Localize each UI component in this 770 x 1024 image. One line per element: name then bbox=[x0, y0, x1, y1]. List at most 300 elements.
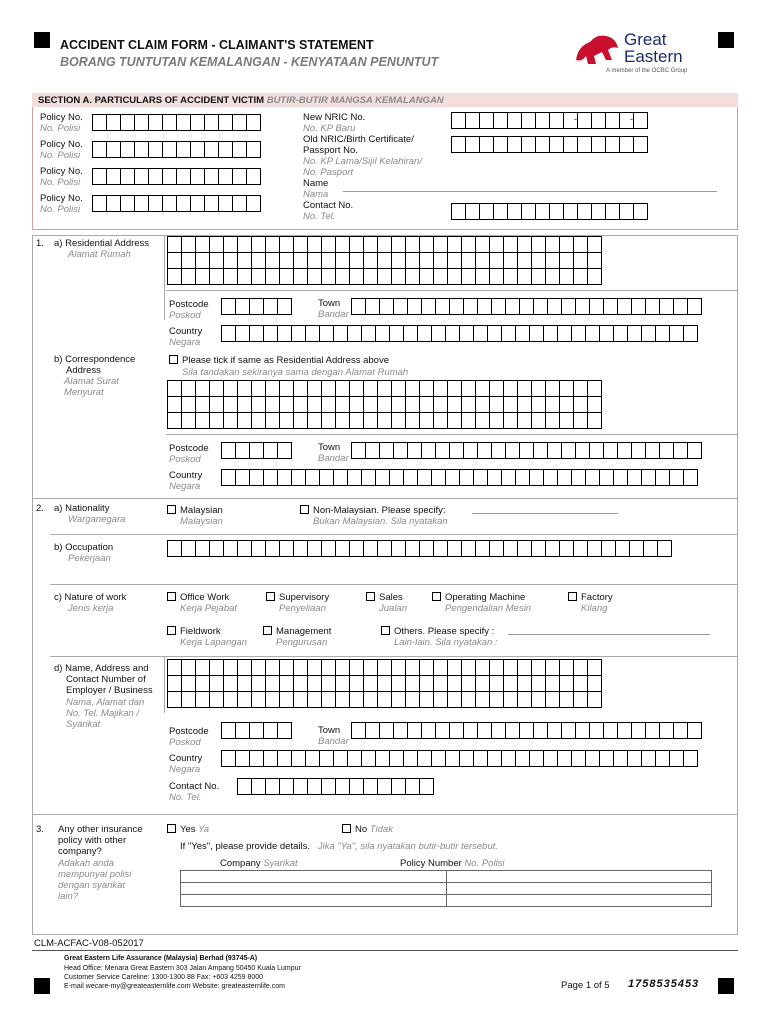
work-option-2[interactable] bbox=[266, 592, 329, 614]
char-box[interactable] bbox=[251, 268, 266, 285]
char-box[interactable] bbox=[501, 325, 516, 342]
char-box[interactable] bbox=[176, 195, 191, 212]
contact-number-field[interactable] bbox=[451, 203, 647, 220]
char-box[interactable] bbox=[162, 195, 177, 212]
char-box[interactable] bbox=[251, 380, 266, 397]
char-box[interactable] bbox=[405, 396, 420, 413]
char-box[interactable] bbox=[293, 691, 308, 708]
char-box[interactable] bbox=[517, 659, 532, 676]
char-box[interactable] bbox=[431, 325, 446, 342]
checkbox[interactable] bbox=[263, 626, 272, 635]
char-box[interactable] bbox=[461, 675, 476, 692]
char-box[interactable] bbox=[559, 396, 574, 413]
town-field[interactable] bbox=[351, 442, 701, 459]
char-box[interactable] bbox=[335, 396, 350, 413]
char-box[interactable] bbox=[521, 136, 536, 153]
char-box[interactable] bbox=[349, 252, 364, 269]
char-box[interactable] bbox=[237, 412, 252, 429]
char-box[interactable] bbox=[221, 442, 236, 459]
char-box[interactable] bbox=[573, 412, 588, 429]
char-box[interactable] bbox=[263, 469, 278, 486]
char-box[interactable] bbox=[487, 750, 502, 767]
char-box[interactable] bbox=[223, 268, 238, 285]
char-box[interactable] bbox=[491, 298, 506, 315]
town-field[interactable] bbox=[351, 298, 701, 315]
char-box[interactable] bbox=[573, 540, 588, 557]
char-box[interactable] bbox=[291, 325, 306, 342]
char-box[interactable] bbox=[249, 442, 264, 459]
char-box[interactable] bbox=[543, 750, 558, 767]
char-box[interactable] bbox=[335, 675, 350, 692]
char-box[interactable] bbox=[599, 325, 614, 342]
char-box[interactable] bbox=[379, 722, 394, 739]
char-box[interactable] bbox=[349, 236, 364, 253]
char-box[interactable] bbox=[293, 268, 308, 285]
char-box[interactable] bbox=[167, 268, 182, 285]
char-box[interactable] bbox=[293, 236, 308, 253]
char-box[interactable] bbox=[134, 168, 149, 185]
name-field[interactable] bbox=[343, 191, 717, 192]
char-box[interactable] bbox=[391, 691, 406, 708]
char-box[interactable] bbox=[403, 325, 418, 342]
char-box[interactable] bbox=[232, 141, 247, 158]
char-box[interactable] bbox=[433, 691, 448, 708]
checkbox[interactable] bbox=[568, 592, 577, 601]
char-box[interactable] bbox=[293, 396, 308, 413]
char-box[interactable] bbox=[279, 412, 294, 429]
char-box[interactable] bbox=[545, 236, 560, 253]
char-box[interactable] bbox=[249, 469, 264, 486]
char-box[interactable] bbox=[529, 325, 544, 342]
company-cell[interactable] bbox=[181, 871, 447, 883]
address-line[interactable] bbox=[167, 396, 601, 413]
char-box[interactable] bbox=[363, 236, 378, 253]
char-box[interactable] bbox=[321, 268, 336, 285]
char-box[interactable] bbox=[235, 298, 250, 315]
char-box[interactable] bbox=[235, 750, 250, 767]
char-box[interactable] bbox=[321, 412, 336, 429]
char-box[interactable] bbox=[291, 469, 306, 486]
char-box[interactable] bbox=[277, 325, 292, 342]
char-box[interactable] bbox=[195, 540, 210, 557]
char-box[interactable] bbox=[293, 412, 308, 429]
char-box[interactable] bbox=[559, 380, 574, 397]
char-box[interactable] bbox=[547, 298, 562, 315]
char-box[interactable] bbox=[417, 325, 432, 342]
char-box[interactable] bbox=[237, 268, 252, 285]
char-box[interactable] bbox=[589, 298, 604, 315]
char-box[interactable] bbox=[563, 136, 578, 153]
char-box[interactable] bbox=[321, 675, 336, 692]
char-box[interactable] bbox=[655, 325, 670, 342]
char-box[interactable] bbox=[475, 412, 490, 429]
checkbox[interactable] bbox=[167, 824, 176, 833]
char-box[interactable] bbox=[209, 675, 224, 692]
char-box[interactable] bbox=[265, 778, 280, 795]
char-box[interactable] bbox=[419, 396, 434, 413]
char-box[interactable] bbox=[447, 380, 462, 397]
char-box[interactable] bbox=[249, 325, 264, 342]
char-box[interactable] bbox=[265, 252, 280, 269]
char-box[interactable] bbox=[573, 396, 588, 413]
char-box[interactable] bbox=[521, 112, 536, 129]
char-box[interactable] bbox=[209, 659, 224, 676]
checkbox[interactable] bbox=[300, 505, 309, 514]
char-box[interactable] bbox=[351, 298, 366, 315]
checkbox[interactable] bbox=[381, 626, 390, 635]
char-box[interactable] bbox=[557, 325, 572, 342]
char-box[interactable] bbox=[465, 136, 480, 153]
char-box[interactable] bbox=[221, 298, 236, 315]
char-box[interactable] bbox=[603, 442, 618, 459]
char-box[interactable] bbox=[335, 540, 350, 557]
char-box[interactable] bbox=[431, 469, 446, 486]
char-box[interactable] bbox=[279, 540, 294, 557]
char-box[interactable] bbox=[489, 412, 504, 429]
char-box[interactable] bbox=[505, 442, 520, 459]
char-box[interactable] bbox=[447, 268, 462, 285]
work-option-3[interactable] bbox=[366, 592, 407, 614]
char-box[interactable] bbox=[181, 412, 196, 429]
char-box[interactable] bbox=[277, 469, 292, 486]
char-box[interactable] bbox=[321, 659, 336, 676]
char-box[interactable] bbox=[335, 691, 350, 708]
char-box[interactable] bbox=[419, 252, 434, 269]
checkbox[interactable] bbox=[167, 626, 176, 635]
table-row[interactable] bbox=[181, 895, 712, 907]
char-box[interactable] bbox=[419, 380, 434, 397]
char-box[interactable] bbox=[251, 252, 266, 269]
char-box[interactable] bbox=[461, 659, 476, 676]
char-box[interactable] bbox=[543, 325, 558, 342]
char-box[interactable] bbox=[459, 750, 474, 767]
char-box[interactable] bbox=[134, 114, 149, 131]
yes-checkbox[interactable] bbox=[167, 824, 209, 835]
char-box[interactable] bbox=[181, 659, 196, 676]
char-box[interactable] bbox=[218, 141, 233, 158]
char-box[interactable] bbox=[475, 675, 490, 692]
char-box[interactable] bbox=[405, 540, 420, 557]
char-box[interactable] bbox=[533, 298, 548, 315]
char-box[interactable] bbox=[209, 268, 224, 285]
char-box[interactable] bbox=[377, 236, 392, 253]
char-box[interactable] bbox=[209, 412, 224, 429]
char-box[interactable] bbox=[545, 659, 560, 676]
char-box[interactable] bbox=[379, 298, 394, 315]
char-box[interactable] bbox=[489, 691, 504, 708]
char-box[interactable] bbox=[405, 412, 420, 429]
char-box[interactable] bbox=[347, 325, 362, 342]
policy-cell[interactable] bbox=[446, 871, 712, 883]
char-box[interactable] bbox=[293, 778, 308, 795]
char-box[interactable] bbox=[669, 750, 684, 767]
char-box[interactable] bbox=[251, 691, 266, 708]
char-box[interactable] bbox=[557, 469, 572, 486]
char-box[interactable] bbox=[687, 722, 702, 739]
work-option-4[interactable] bbox=[432, 592, 531, 614]
char-box[interactable] bbox=[293, 659, 308, 676]
char-box[interactable] bbox=[237, 778, 252, 795]
char-box[interactable] bbox=[659, 442, 674, 459]
address-line[interactable] bbox=[167, 675, 601, 692]
char-box[interactable] bbox=[148, 168, 163, 185]
char-box[interactable] bbox=[277, 442, 292, 459]
char-box[interactable] bbox=[587, 380, 602, 397]
char-box[interactable] bbox=[363, 380, 378, 397]
char-box[interactable] bbox=[405, 236, 420, 253]
char-box[interactable] bbox=[237, 675, 252, 692]
char-box[interactable] bbox=[461, 380, 476, 397]
char-box[interactable] bbox=[167, 691, 182, 708]
char-box[interactable] bbox=[489, 396, 504, 413]
char-box[interactable] bbox=[347, 750, 362, 767]
char-box[interactable] bbox=[237, 252, 252, 269]
char-box[interactable] bbox=[419, 675, 434, 692]
char-box[interactable] bbox=[561, 298, 576, 315]
char-box[interactable] bbox=[405, 268, 420, 285]
char-box[interactable] bbox=[447, 675, 462, 692]
char-box[interactable] bbox=[251, 778, 266, 795]
char-box[interactable] bbox=[195, 380, 210, 397]
char-box[interactable] bbox=[167, 380, 182, 397]
char-box[interactable] bbox=[377, 380, 392, 397]
char-box[interactable] bbox=[503, 252, 518, 269]
char-box[interactable] bbox=[421, 722, 436, 739]
char-box[interactable] bbox=[573, 252, 588, 269]
char-box[interactable] bbox=[493, 112, 508, 129]
others-specify-field[interactable] bbox=[508, 634, 710, 635]
char-box[interactable] bbox=[251, 659, 266, 676]
char-box[interactable] bbox=[279, 778, 294, 795]
char-box[interactable] bbox=[463, 722, 478, 739]
char-box[interactable] bbox=[148, 114, 163, 131]
char-box[interactable] bbox=[617, 442, 632, 459]
char-box[interactable] bbox=[489, 659, 504, 676]
char-box[interactable] bbox=[433, 396, 448, 413]
char-box[interactable] bbox=[603, 298, 618, 315]
char-box[interactable] bbox=[585, 325, 600, 342]
char-box[interactable] bbox=[683, 750, 698, 767]
char-box[interactable] bbox=[669, 325, 684, 342]
char-box[interactable] bbox=[391, 236, 406, 253]
char-box[interactable] bbox=[507, 112, 522, 129]
char-box[interactable] bbox=[263, 722, 278, 739]
char-box[interactable] bbox=[531, 659, 546, 676]
char-box[interactable] bbox=[363, 252, 378, 269]
char-box[interactable] bbox=[451, 203, 466, 220]
char-box[interactable] bbox=[645, 722, 660, 739]
char-box[interactable] bbox=[573, 236, 588, 253]
char-box[interactable] bbox=[435, 442, 450, 459]
char-box[interactable] bbox=[475, 252, 490, 269]
char-box[interactable] bbox=[479, 112, 494, 129]
work-option-1[interactable] bbox=[167, 592, 237, 614]
char-box[interactable] bbox=[487, 325, 502, 342]
char-box[interactable] bbox=[433, 252, 448, 269]
char-box[interactable] bbox=[279, 380, 294, 397]
char-box[interactable] bbox=[573, 268, 588, 285]
char-box[interactable] bbox=[92, 114, 107, 131]
char-box[interactable] bbox=[447, 691, 462, 708]
char-box[interactable] bbox=[501, 750, 516, 767]
char-box[interactable] bbox=[162, 168, 177, 185]
char-box[interactable] bbox=[405, 659, 420, 676]
char-box[interactable] bbox=[251, 675, 266, 692]
char-box[interactable] bbox=[591, 112, 606, 129]
checkbox[interactable] bbox=[167, 505, 176, 514]
char-box[interactable] bbox=[577, 203, 592, 220]
char-box[interactable] bbox=[181, 268, 196, 285]
char-box[interactable] bbox=[349, 675, 364, 692]
char-box[interactable] bbox=[232, 114, 247, 131]
char-box[interactable] bbox=[377, 540, 392, 557]
town-field[interactable] bbox=[351, 722, 701, 739]
char-box[interactable] bbox=[531, 691, 546, 708]
char-box[interactable] bbox=[237, 396, 252, 413]
char-box[interactable] bbox=[547, 722, 562, 739]
char-box[interactable] bbox=[335, 380, 350, 397]
char-box[interactable] bbox=[349, 659, 364, 676]
char-box[interactable] bbox=[335, 252, 350, 269]
char-box[interactable] bbox=[321, 380, 336, 397]
char-box[interactable] bbox=[106, 114, 121, 131]
correspondence-address-grid[interactable] bbox=[167, 380, 601, 429]
char-box[interactable] bbox=[148, 195, 163, 212]
occupation-field[interactable] bbox=[167, 540, 671, 557]
char-box[interactable] bbox=[559, 675, 574, 692]
char-box[interactable] bbox=[545, 268, 560, 285]
char-box[interactable] bbox=[305, 325, 320, 342]
char-box[interactable] bbox=[517, 252, 532, 269]
char-box[interactable] bbox=[463, 298, 478, 315]
char-box[interactable] bbox=[633, 112, 648, 129]
char-box[interactable] bbox=[629, 540, 644, 557]
char-box[interactable] bbox=[447, 236, 462, 253]
char-box[interactable] bbox=[403, 469, 418, 486]
char-box[interactable] bbox=[503, 268, 518, 285]
char-box[interactable] bbox=[505, 722, 520, 739]
char-box[interactable] bbox=[389, 469, 404, 486]
char-box[interactable] bbox=[405, 380, 420, 397]
char-box[interactable] bbox=[447, 412, 462, 429]
char-box[interactable] bbox=[204, 141, 219, 158]
work-option-7[interactable] bbox=[263, 626, 331, 648]
char-box[interactable] bbox=[277, 722, 292, 739]
char-box[interactable] bbox=[631, 722, 646, 739]
char-box[interactable] bbox=[517, 236, 532, 253]
char-box[interactable] bbox=[319, 469, 334, 486]
char-box[interactable] bbox=[265, 396, 280, 413]
char-box[interactable] bbox=[605, 136, 620, 153]
char-box[interactable] bbox=[235, 325, 250, 342]
char-box[interactable] bbox=[393, 722, 408, 739]
char-box[interactable] bbox=[465, 203, 480, 220]
char-box[interactable] bbox=[249, 750, 264, 767]
char-box[interactable] bbox=[293, 380, 308, 397]
char-box[interactable] bbox=[393, 442, 408, 459]
char-box[interactable] bbox=[473, 750, 488, 767]
char-box[interactable] bbox=[195, 412, 210, 429]
char-box[interactable] bbox=[531, 396, 546, 413]
char-box[interactable] bbox=[361, 325, 376, 342]
char-box[interactable] bbox=[447, 396, 462, 413]
char-box[interactable] bbox=[307, 268, 322, 285]
char-box[interactable] bbox=[407, 298, 422, 315]
char-box[interactable] bbox=[489, 236, 504, 253]
char-box[interactable] bbox=[405, 675, 420, 692]
checkbox[interactable] bbox=[366, 592, 375, 601]
char-box[interactable] bbox=[491, 442, 506, 459]
char-box[interactable] bbox=[190, 168, 205, 185]
char-box[interactable] bbox=[263, 325, 278, 342]
char-box[interactable] bbox=[599, 750, 614, 767]
char-box[interactable] bbox=[533, 442, 548, 459]
char-box[interactable] bbox=[433, 412, 448, 429]
checkbox[interactable] bbox=[167, 592, 176, 601]
char-box[interactable] bbox=[571, 469, 586, 486]
policy-cell[interactable] bbox=[446, 895, 712, 907]
table-row[interactable] bbox=[181, 883, 712, 895]
char-box[interactable] bbox=[669, 469, 684, 486]
char-box[interactable] bbox=[221, 469, 236, 486]
employer-contact-field[interactable] bbox=[237, 778, 433, 795]
char-box[interactable] bbox=[433, 380, 448, 397]
char-box[interactable] bbox=[535, 136, 550, 153]
char-box[interactable] bbox=[531, 236, 546, 253]
char-box[interactable] bbox=[503, 236, 518, 253]
char-box[interactable] bbox=[293, 540, 308, 557]
char-box[interactable] bbox=[195, 236, 210, 253]
char-box[interactable] bbox=[477, 722, 492, 739]
char-box[interactable] bbox=[389, 325, 404, 342]
char-box[interactable] bbox=[449, 442, 464, 459]
employer-address-grid[interactable] bbox=[167, 659, 601, 708]
char-box[interactable] bbox=[515, 469, 530, 486]
char-box[interactable] bbox=[335, 659, 350, 676]
char-box[interactable] bbox=[519, 298, 534, 315]
char-box[interactable] bbox=[627, 469, 642, 486]
char-box[interactable] bbox=[461, 691, 476, 708]
char-box[interactable] bbox=[92, 195, 107, 212]
char-box[interactable] bbox=[631, 298, 646, 315]
char-box[interactable] bbox=[265, 691, 280, 708]
char-box[interactable] bbox=[445, 469, 460, 486]
postcode-field[interactable] bbox=[221, 298, 291, 315]
char-box[interactable] bbox=[561, 722, 576, 739]
char-box[interactable] bbox=[232, 168, 247, 185]
char-box[interactable] bbox=[507, 136, 522, 153]
char-box[interactable] bbox=[391, 268, 406, 285]
char-box[interactable] bbox=[521, 203, 536, 220]
char-box[interactable] bbox=[589, 722, 604, 739]
char-box[interactable] bbox=[209, 236, 224, 253]
char-box[interactable] bbox=[363, 268, 378, 285]
char-box[interactable] bbox=[475, 268, 490, 285]
char-box[interactable] bbox=[335, 412, 350, 429]
char-box[interactable] bbox=[465, 112, 480, 129]
char-box[interactable] bbox=[419, 691, 434, 708]
char-box[interactable] bbox=[307, 380, 322, 397]
char-box[interactable] bbox=[507, 203, 522, 220]
char-box[interactable] bbox=[181, 691, 196, 708]
char-box[interactable] bbox=[363, 675, 378, 692]
char-box[interactable] bbox=[391, 659, 406, 676]
char-box[interactable] bbox=[379, 442, 394, 459]
char-box[interactable] bbox=[361, 750, 376, 767]
char-box[interactable] bbox=[417, 750, 432, 767]
char-box[interactable] bbox=[363, 778, 378, 795]
char-box[interactable] bbox=[433, 236, 448, 253]
